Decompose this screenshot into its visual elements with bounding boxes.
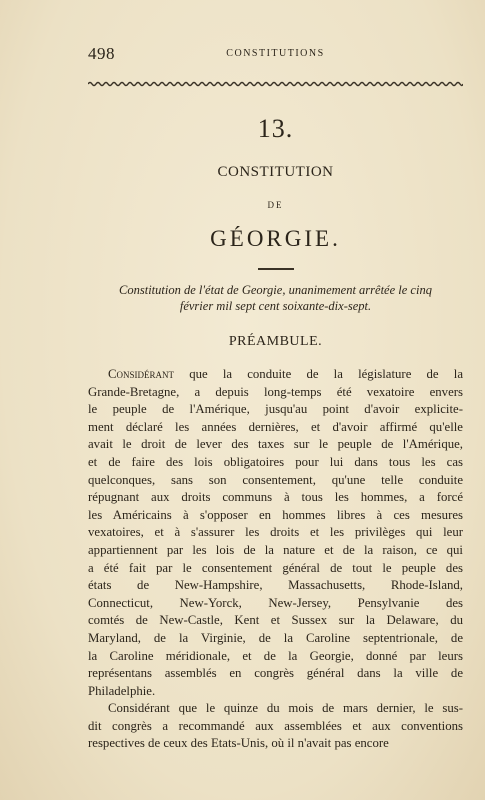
text-line: Connecticut, New-Yorck, New-Jersey, Pensylvanie des [88, 595, 463, 610]
text-line: ment déclaré les années dernières, et d'avoir affirmé qu'elle [88, 419, 463, 434]
text-line: Considérant que la conduite de la législature de la [108, 367, 463, 381]
subtitle [88, 282, 463, 314]
text-line: respectives de ceux des Etats-Unis, où il n'avait pas encore [88, 736, 389, 751]
title-line-3: GÉORGIE. [210, 226, 341, 251]
text-line: représentans assemblés en congrès général dans la ville de [88, 666, 463, 681]
decorative-wavy-rule [88, 80, 463, 88]
body-text [88, 366, 463, 753]
section-heading: PRÉAMBULE. [228, 334, 323, 349]
text-line: Philadelphie. [88, 683, 156, 698]
text-line: le peuple de l'Amérique, jusqu'au point d'avoir explicite- [88, 402, 463, 417]
text-line: répugnant aux droits communs à tous les hommes, a forcé [88, 490, 463, 505]
text-line: la Caroline méridionale, et de la Georgie, donné par leurs [88, 648, 463, 663]
page-number: 498 [88, 44, 115, 63]
title-line-1: CONSTITUTION [217, 164, 334, 180]
text-line: vexatoires, et à s'assurer les droits et les privilèges qui leur [88, 525, 463, 540]
running-head: CONSTITUTIONS [226, 48, 325, 59]
short-divider-rule [258, 268, 294, 270]
chapter-number: 13. [257, 114, 294, 143]
text-line: a été fait par le consentement général de tout le peuple des [88, 560, 463, 575]
text-line: appartiennent par les lois de la nature et de la raison, ce qui [88, 542, 463, 557]
text-line: avait le droit de lever des taxes sur le peuple de l'Amérique, [88, 437, 463, 452]
paragraph-2 [88, 700, 463, 753]
text-line: dit congrès a recommandé aux assemblées et aux conventions [88, 718, 463, 733]
subtitle-line-1: Constitution de l'état de Georgie, unanimement arrêtée le cinq [119, 283, 432, 297]
title-line-2: DE [267, 200, 284, 210]
text-line: les Américains à s'opposer en hommes libres à ces mesures [88, 507, 463, 522]
text-line: comtés de New-Castle, Kent et Sussex sur la Delaware, du [88, 613, 463, 628]
text-line: Considérant que le quinze du mois de mars dernier, le sus- [108, 701, 463, 716]
text-line: Grande-Bretagne, a depuis long-temps été vexatoire envers [88, 384, 463, 399]
text-line: quelconques, sans son consentement, qu'une telle conduite [88, 472, 463, 487]
subtitle-line-2: février mil sept cent soixante-dix-sept. [179, 299, 372, 313]
lead-word: Considérant [108, 367, 175, 381]
text-line: et de faire des lois obligatoires pour lui dans tous les cas [88, 454, 463, 469]
paragraph-1 [88, 366, 463, 700]
text-line: Maryland, de la Virginie, de la Caroline septentrionale, de [88, 630, 463, 645]
text-line: états de New-Hampshire, Massachusetts, Rhode-Island, [88, 578, 463, 593]
page-header [88, 44, 463, 64]
